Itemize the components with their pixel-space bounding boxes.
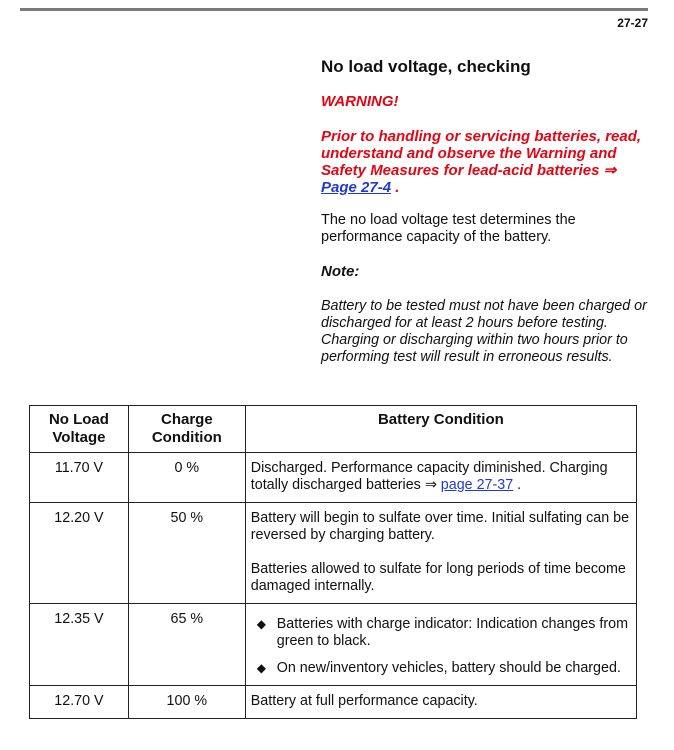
page-number: 27-27 bbox=[617, 16, 648, 30]
warning-label: WARNING! bbox=[321, 93, 399, 110]
condition-text: Discharged. Performance capacity diminished. Charging totally discharged batteries bbox=[250, 460, 608, 493]
warning-end: . bbox=[395, 179, 400, 196]
header-charge-condition: Charge Condition bbox=[128, 406, 245, 453]
table-row bbox=[30, 604, 637, 686]
condition-bullet-list bbox=[251, 616, 631, 677]
charge-cell: 0 % bbox=[128, 453, 245, 503]
arrow-icon: ⇒ bbox=[603, 162, 617, 179]
voltage-cell: 11.70 V bbox=[30, 453, 129, 503]
condition-cell bbox=[245, 453, 636, 503]
charge-cell: 50 % bbox=[128, 503, 245, 604]
intro-text: The no load voltage test determines the performance capacity of the battery. bbox=[321, 212, 576, 245]
condition-cell bbox=[245, 503, 636, 604]
note-label: Note: bbox=[321, 263, 360, 280]
header-battery-condition: Battery Condition bbox=[245, 406, 636, 453]
section-content bbox=[321, 57, 651, 366]
diamond-bullet-icon: ◆ bbox=[256, 661, 266, 675]
condition-cell: Battery at full performance capacity. bbox=[245, 686, 636, 719]
table-row bbox=[30, 453, 637, 503]
bullet-text: On new/inventory vehicles, battery should be charged. bbox=[276, 660, 621, 676]
diamond-bullet-icon: ◆ bbox=[256, 617, 266, 631]
arrow-icon: ⇒ bbox=[424, 477, 437, 493]
condition-end: . bbox=[517, 477, 522, 493]
header-no-load-voltage: No Load Voltage bbox=[30, 406, 129, 453]
warning-body: Prior to handling or servicing batteries, read, understand and observe the Warning and Safety Measures for lead-acid batteries bbox=[321, 128, 642, 179]
list-item bbox=[255, 660, 631, 677]
voltage-cell: 12.20 V bbox=[30, 503, 129, 604]
warning-text bbox=[321, 128, 651, 196]
condition-cell bbox=[245, 604, 636, 686]
voltage-table bbox=[29, 405, 637, 719]
table-row bbox=[30, 686, 637, 719]
top-rule bbox=[20, 8, 648, 11]
condition-text: Battery will begin to sulfate over time. Initial sulfating can be reversed by charging battery. bbox=[250, 510, 630, 543]
charge-cell: 100 % bbox=[128, 686, 245, 719]
charging-page-link[interactable]: page 27-37 bbox=[440, 477, 514, 493]
table-row bbox=[30, 503, 637, 604]
note-text: Battery to be tested must not have been charged or discharged for at least 2 hours before testing. Charging or discharging within two hours prior to performing test will result in erroneous results. bbox=[321, 298, 647, 365]
condition-text: Batteries allowed to sulfate for long periods of time become damaged internally. bbox=[250, 561, 626, 594]
charge-cell: 65 % bbox=[128, 604, 245, 686]
warning-page-link[interactable]: Page 27-4 bbox=[321, 179, 392, 196]
bullet-text: Batteries with charge indicator: Indication changes from green to black. bbox=[276, 616, 629, 649]
section-title: No load voltage, checking bbox=[321, 57, 531, 76]
voltage-cell: 12.70 V bbox=[30, 686, 129, 719]
table-header-row bbox=[30, 406, 637, 453]
voltage-cell: 12.35 V bbox=[30, 604, 129, 686]
list-item bbox=[255, 616, 631, 650]
